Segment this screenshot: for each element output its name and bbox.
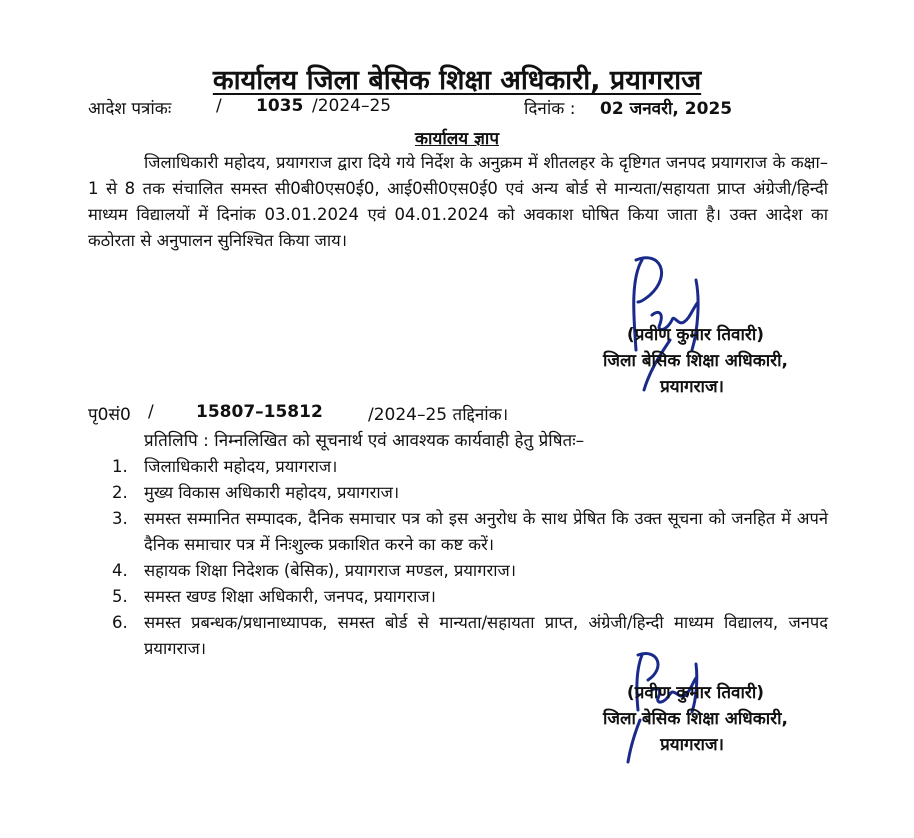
order-ref-label: आदेश पत्रांकः (88, 99, 172, 119)
order-ref-sep: / (216, 96, 222, 116)
signatory-designation-2: जिला बेसिक शिक्षा अधिकारी, (602, 709, 788, 729)
list-item-number: 5. (112, 587, 128, 606)
signatory-place-1: प्रयागराज। (660, 377, 724, 397)
order-date-value: 02 जनवरी, 2025 (600, 99, 733, 119)
list-item (112, 454, 828, 480)
endorsement-ref-sep: / (148, 402, 154, 422)
list-item-text: समस्त सम्मानित सम्पादक, दैनिक समाचार पत्र को इस अनुरोध के साथ प्रेषित कि उक्त सूचना को जनहित में अपने दैनिक समाचार पत्र में निःशुल्क प्रकाशित करने का कष्ट करें। (144, 509, 828, 554)
list-item (112, 584, 828, 610)
memo-body: जिलाधिकारी महोदय, प्रयागराज द्वारा दिये गये निर्देश के अनुक्रम में शीतलहर के दृष्टिगत जनपद प्रयागराज के कक्षा–1 से 8 तक संचालित समस्त सी0बी0एस0ई0, आई0सी0एस0ई0 एवं अन्य बोर्ड से मान्यता/सहायता प्राप्त अंग्रेजी/हिन्दी माध्यम विद्यालयों में दिनांक 03.01.2024 एवं 04.01.2024 को अवकाश घोषित किया जाता है। उक्त आदेश का कठोरता से अनुपालन सुनिश्चित किया जाय। (88, 153, 828, 250)
endorsement-ref-number: 15807–15812 (196, 402, 323, 422)
list-item-number: 3. (112, 509, 128, 528)
list-item-number: 1. (112, 457, 128, 476)
memo-heading: कार्यालय ज्ञाप (415, 129, 499, 149)
list-item-number: 4. (112, 561, 128, 580)
list-item (112, 480, 828, 506)
distribution-list (112, 454, 828, 662)
list-item (112, 506, 828, 558)
order-date-label: दिनांक : (524, 99, 576, 119)
list-item-text: सहायक शिक्षा निदेशक (बेसिक), प्रयागराज मण्डल, प्रयागराज। (144, 561, 517, 580)
list-item (112, 558, 828, 584)
signatory-place-2: प्रयागराज। (660, 735, 724, 755)
endorsement-ref-label: पृ0सं0 (88, 405, 131, 425)
order-ref-number: 1035 (256, 96, 304, 116)
copy-line: प्रतिलिपि : निम्नलिखित को सूचनार्थ एवं आवश्यक कार्यवाही हेतु प्रेषितः– (144, 431, 585, 451)
list-item-text: जिलाधिकारी महोदय, प्रयागराज। (144, 457, 338, 476)
signatory-designation-1: जिला बेसिक शिक्षा अधिकारी, (602, 351, 788, 371)
list-item-text: मुख्य विकास अधिकारी महोदय, प्रयागराज। (144, 483, 400, 502)
list-item-text: समस्त खण्ड शिक्षा अधिकारी, जनपद, प्रयागराज। (144, 587, 436, 606)
list-item-text: समस्त प्रबन्धक/प्रधानाध्यापक, समस्त बोर्ड से मान्यता/सहायता प्राप्त, अंग्रेजी/हिन्दी माध्यम विद्यालय, जनपद प्रयागराज। (144, 613, 828, 658)
signatory-name-1: (प्रवीण कुमार तिवारी) (626, 325, 764, 345)
signatory-name-2: (प्रवीण कुमार तिवारी) (626, 683, 764, 703)
office-title: कार्यालय जिला बेसिक शिक्षा अधिकारी, प्रयागराज (212, 65, 702, 96)
list-item-number: 2. (112, 483, 128, 502)
list-item-number: 6. (112, 613, 128, 632)
endorsement-ref-suffix: /2024–25 तद्दिनांक। (368, 405, 509, 425)
order-ref-year: /2024–25 (312, 96, 392, 116)
